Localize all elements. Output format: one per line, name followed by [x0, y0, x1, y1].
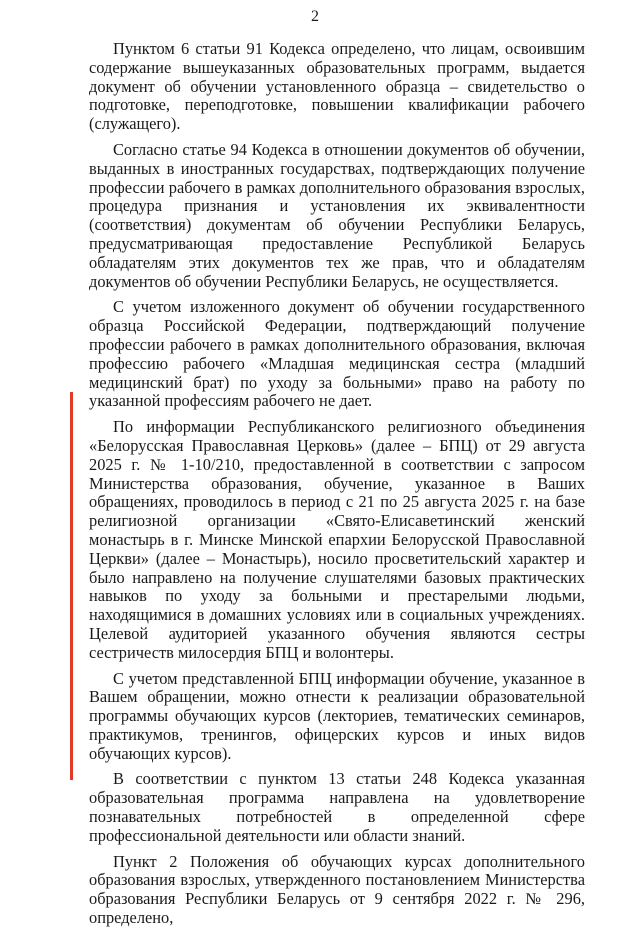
paragraph-document-issuance: Пунктом 6 статьи 91 Кодекса определено, что лицам, освоившим содержание вышеуказанных образовательных программ, выдается документ об обучении установленного образца – свидетельство о подготовке, переподготовке, повышении квалификации рабочего (служащего). — [89, 39, 585, 134]
paragraph-course-classification: С учетом представленной БПЦ информации обучение, указанное в Вашем обращении, можно отнести к реализации образовательной программы обучающих курсов (лекториев, тематических семинаров, практикумов, тренингов, офицерских курсов и иных видов обучающих курсов). — [89, 668, 585, 763]
margin-highlight-line — [70, 392, 73, 780]
page-number: 2 — [311, 8, 319, 25]
document-body — [89, 40, 585, 928]
paragraph-conclusion-rf-document: С учетом изложенного документ об обучении государственного образца Российской Федерации, подтверждающий получение профессии рабочего в рамках дополнительного образования, включая профессию рабочего «Младшая медицинская сестра (младший медицинский брат) по уходу за больными» право на работу по указанной профессиям рабочего не дает. — [89, 297, 585, 411]
paragraph-bpc-information: По информации Республиканского религиозного объединения «Белорусская Православная Церковь» (далее – БПЦ) от 29 августа 2025 г. № 1-10/210, предоставленной в соответствии с запросом Министерства образования, обучение, указанное в Ваших обращениях, проводилось в период с 21 по 25 августа 2025 г. на базе религиозной организации «Свято-Елисаветинский женский монастырь в г. Минске Минской епархии Белорусской Православной Церкви» (далее – Монастырь), носило просветительский характер и было направлено на получение слушателями базовых практических навыков по уходу за больными и престарелыми людьми, находящимися в домашних условиях или в социальных учреждениях. Целевой аудиторией указанного обучения являются сестры сестричеств милосердия БПЦ и волонтеры. — [89, 417, 585, 662]
paragraph-article-248: В соответствии с пунктом 13 статьи 248 Кодекса указанная образовательная программа направлена на удовлетворение познавательных потребностей в определенной сфере профессиональной деятельности или области знаний. — [89, 769, 585, 845]
paragraph-foreign-documents: Согласно статье 94 Кодекса в отношении документов об обучении, выданных в иностранных государствах, подтверждающих получение профессии рабочего в рамках дополнительного образования взрослых, процедура признания и установления их эквивалентности (соответствия) документам об обучении Республики Беларусь, предусматривающая предоставление Республикой Беларусь обладателям этих документов тех же прав, что и обладателям документов об обучении Республики Беларусь, не осуществляется. — [89, 139, 585, 291]
paragraph-regulation-courses: Пункт 2 Положения об обучающих курсах дополнительного образования взрослых, утвержденного постановлением Министерства образования Республики Беларусь от 9 сентября 2022 г. № 296, определено, — [89, 851, 585, 928]
